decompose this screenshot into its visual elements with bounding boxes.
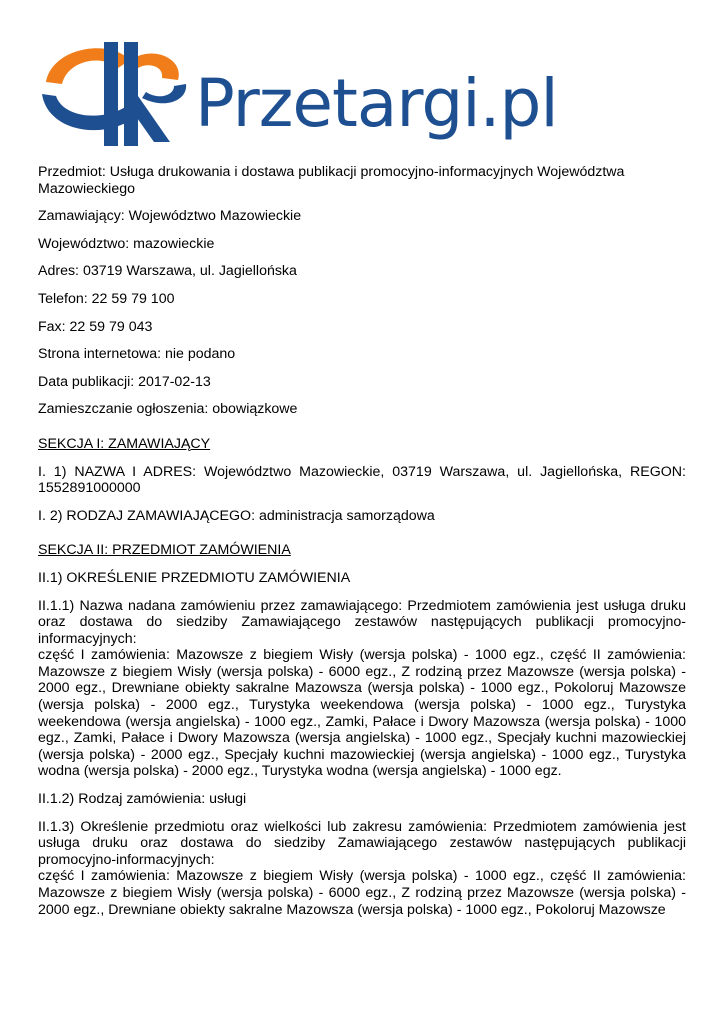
section-2-name-intro: II.1.1) Nazwa nadana zamówieniu przez zamawiającego: Przedmiotem zamówienia jest usługa druku oraz dostawa do siedziby Zamawiającego zestawów następujących publikacji promocyjno-informacyjnych: [38, 597, 686, 647]
section-1-name-address: I. 1) NAZWA I ADRES: Województwo Mazowieckie, 03719 Warszawa, ul. Jagiellońska, REGON: 1552891000000 [38, 463, 686, 497]
section-2-scope-detail: część I zamówienia: Mazowsze z biegiem Wisły (wersja polska) - 1000 egz., część II zamówienia: Mazowsze z biegiem Wisły (wersja polska) - 6000 egz., Z rodziną przez Mazowsze (wersja polska) - 2000 egz., Drewniane obiekty sakralne Mazowsza (wersja polska) - 1000 egz., Pokoloruj Mazowsze [38, 868, 686, 918]
phone-field: Telefon: 22 59 79 100 [38, 290, 175, 307]
logo-mark-icon [38, 38, 198, 150]
logo-wordmark: Przetargi.pl [195, 65, 558, 142]
section-2-scope-intro: II.1.3) Określenie przedmiotu oraz wielkości lub zakresu zamówienia: Przedmiotem zamówienia jest usługa druku oraz dostawa do siedziby Zamawiającego zestawów następujących publikacji promocyjno-informacyjnych: [38, 818, 686, 868]
section-1-heading: SEKCJA I: ZAMAWIAJĄCY [38, 435, 211, 452]
section-2-heading: SEKCJA II: PRZEDMIOT ZAMÓWIENIA [38, 542, 291, 559]
publication-date-field: Data publikacji: 2017-02-13 [38, 373, 211, 390]
website-field: Strona internetowa: nie podano [38, 346, 236, 363]
posting-field: Zamieszczanie ogłoszenia: obowiązkowe [38, 401, 298, 418]
tender-document [38, 164, 686, 929]
subject-field: Przedmiot: Usługa drukowania i dostawa publikacji promocyjno-informacyjnych Województwa Mazowieckiego [38, 164, 625, 197]
section-2-subject-heading: II.1) OKREŚLENIE PRZEDMIOTU ZAMÓWIENIA [38, 569, 351, 586]
section-2-name-detail: część I zamówienia: Mazowsze z biegiem Wisły (wersja polska) - 1000 egz., część II zamówienia: Mazowsze z biegiem Wisły (wersja polska) - 6000 egz., Z rodziną przez Mazowsze (wersja polska) - 2000 egz., Drewniane obiekty sakralne Mazowsza (wersja polska) - 1000 egz., Pokoloruj Mazowsze (wersja polska) - 2000 egz., Turystyka weekendowa (wersja polska) - 1000 egz., Turystyka weekendowa (wersja angielska) - 1000 egz., Zamki, Pałace i Dwory Mazowsza (wersja polska) - 1000 egz., Zamki, Pałace i Dwory Mazowsza (wersja angielska) - 1000 egz., Specjały kuchni mazowieckiej (wersja polska) - 2000 egz., Specjały kuchni mazowieckiej (wersja angielska) - 1000 egz., Turystyka wodna (wersja polska) - 2000 egz., Turystyka wodna (wersja angielska) - 1000 egz. [38, 647, 686, 780]
voivodeship-field: Województwo: mazowieckie [38, 235, 215, 252]
contracting-authority-field: Zamawiający: Województwo Mazowieckie [38, 208, 302, 225]
section-2-order-type: II.1.2) Rodzaj zamówienia: usługi [38, 791, 247, 808]
section-1-authority-type: I. 2) RODZAJ ZAMAWIAJĄCEGO: administracja samorządowa [38, 507, 435, 524]
address-field: Adres: 03719 Warszawa, ul. Jagiellońska [38, 263, 297, 280]
fax-field: Fax: 22 59 79 043 [38, 318, 153, 335]
